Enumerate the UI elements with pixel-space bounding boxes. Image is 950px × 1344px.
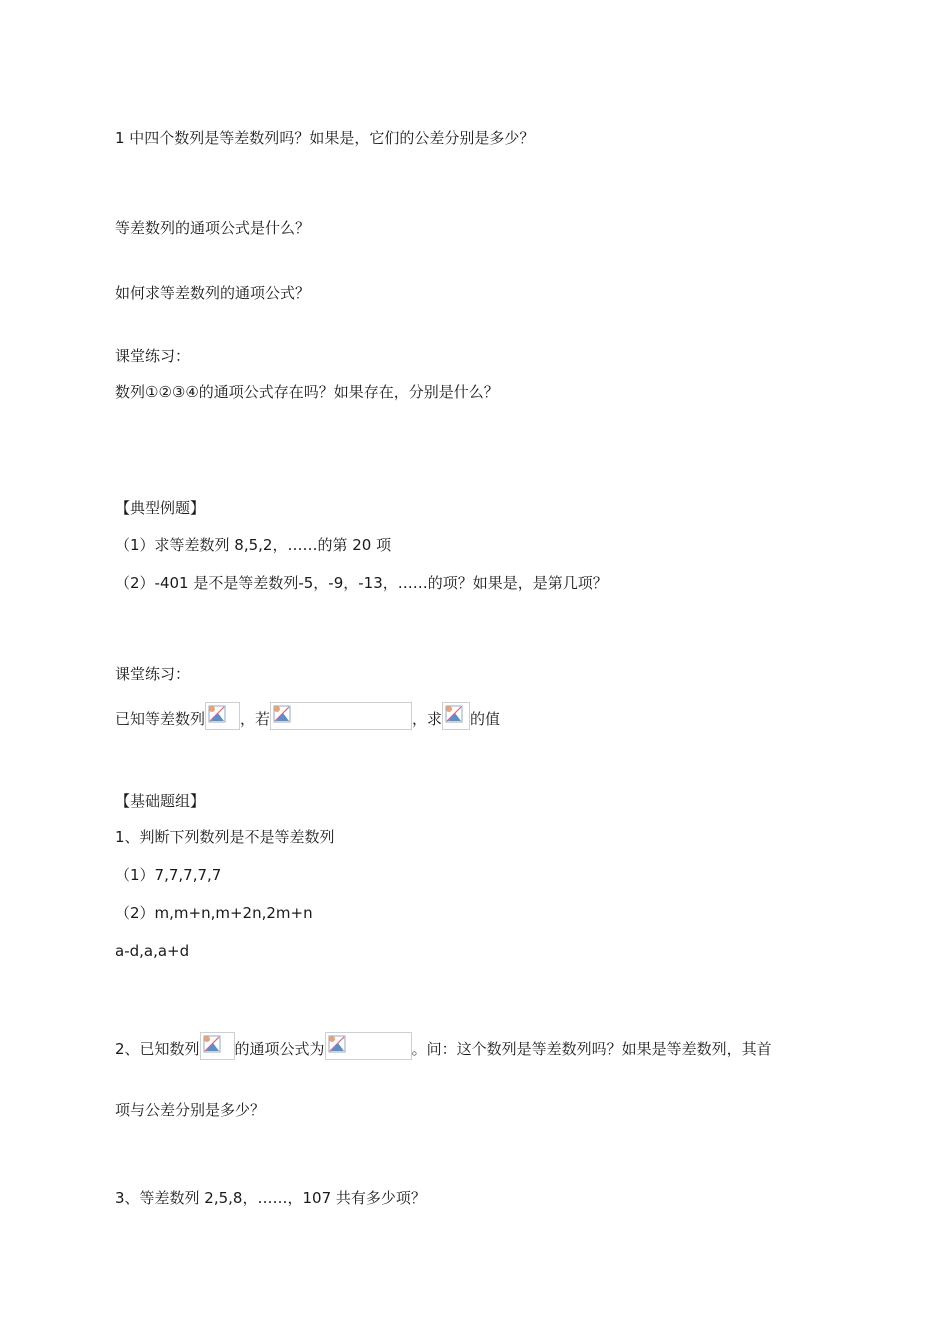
broken-image-icon (200, 1032, 235, 1060)
question-line: （1）7,7,7,7,7 (115, 866, 222, 884)
text-segment: ，若 (240, 710, 271, 728)
question-line: （2）m,m+n,m+2n,2m+n (115, 904, 313, 922)
question-line: a-d,a,a+d (115, 942, 190, 960)
question-line (115, 1032, 772, 1065)
text-segment: 已知等差数列 (115, 710, 206, 728)
section-label: 课堂练习： (115, 347, 191, 365)
section-label: 课堂练习： (115, 665, 191, 683)
text-segment: ，求 (412, 710, 443, 728)
broken-image-icon (270, 702, 412, 730)
question-line: 等差数列的通项公式是什么？ (115, 219, 311, 237)
text-segment: 2、已知数列 (115, 1040, 200, 1058)
question-line: 如何求等差数列的通项公式？ (115, 284, 311, 302)
example-line: （2）-401 是不是等差数列-5，-9，-13，……的项？如果是，是第几项？ (115, 574, 608, 592)
question-line: 数列①②③④的通项公式存在吗？如果存在，分别是什么？ (115, 383, 499, 401)
exercise-line (115, 702, 500, 735)
section-heading: 【典型例题】 (115, 499, 206, 517)
text-segment: 的值 (470, 710, 501, 728)
question-line: 项与公差分别是多少？ (115, 1101, 266, 1119)
question-line: 1、判断下列数列是不是等差数列 (115, 828, 335, 846)
question-line: 3、等差数列 2,5,8，……，107 共有多少项？ (115, 1189, 426, 1207)
text-segment: 的通项公式为 (234, 1040, 325, 1058)
section-heading: 【基础题组】 (115, 792, 206, 810)
question-line: 1 中四个数列是等差数列吗？如果是，它们的公差分别是多少？ (115, 129, 535, 147)
text-segment: 。问：这个数列是等差数列吗？如果是等差数列，其首 (411, 1040, 772, 1058)
example-line: （1）求等差数列 8,5,2，……的第 20 项 (115, 536, 392, 554)
broken-image-icon (205, 702, 240, 730)
broken-image-icon (442, 702, 470, 730)
broken-image-icon (325, 1032, 412, 1060)
